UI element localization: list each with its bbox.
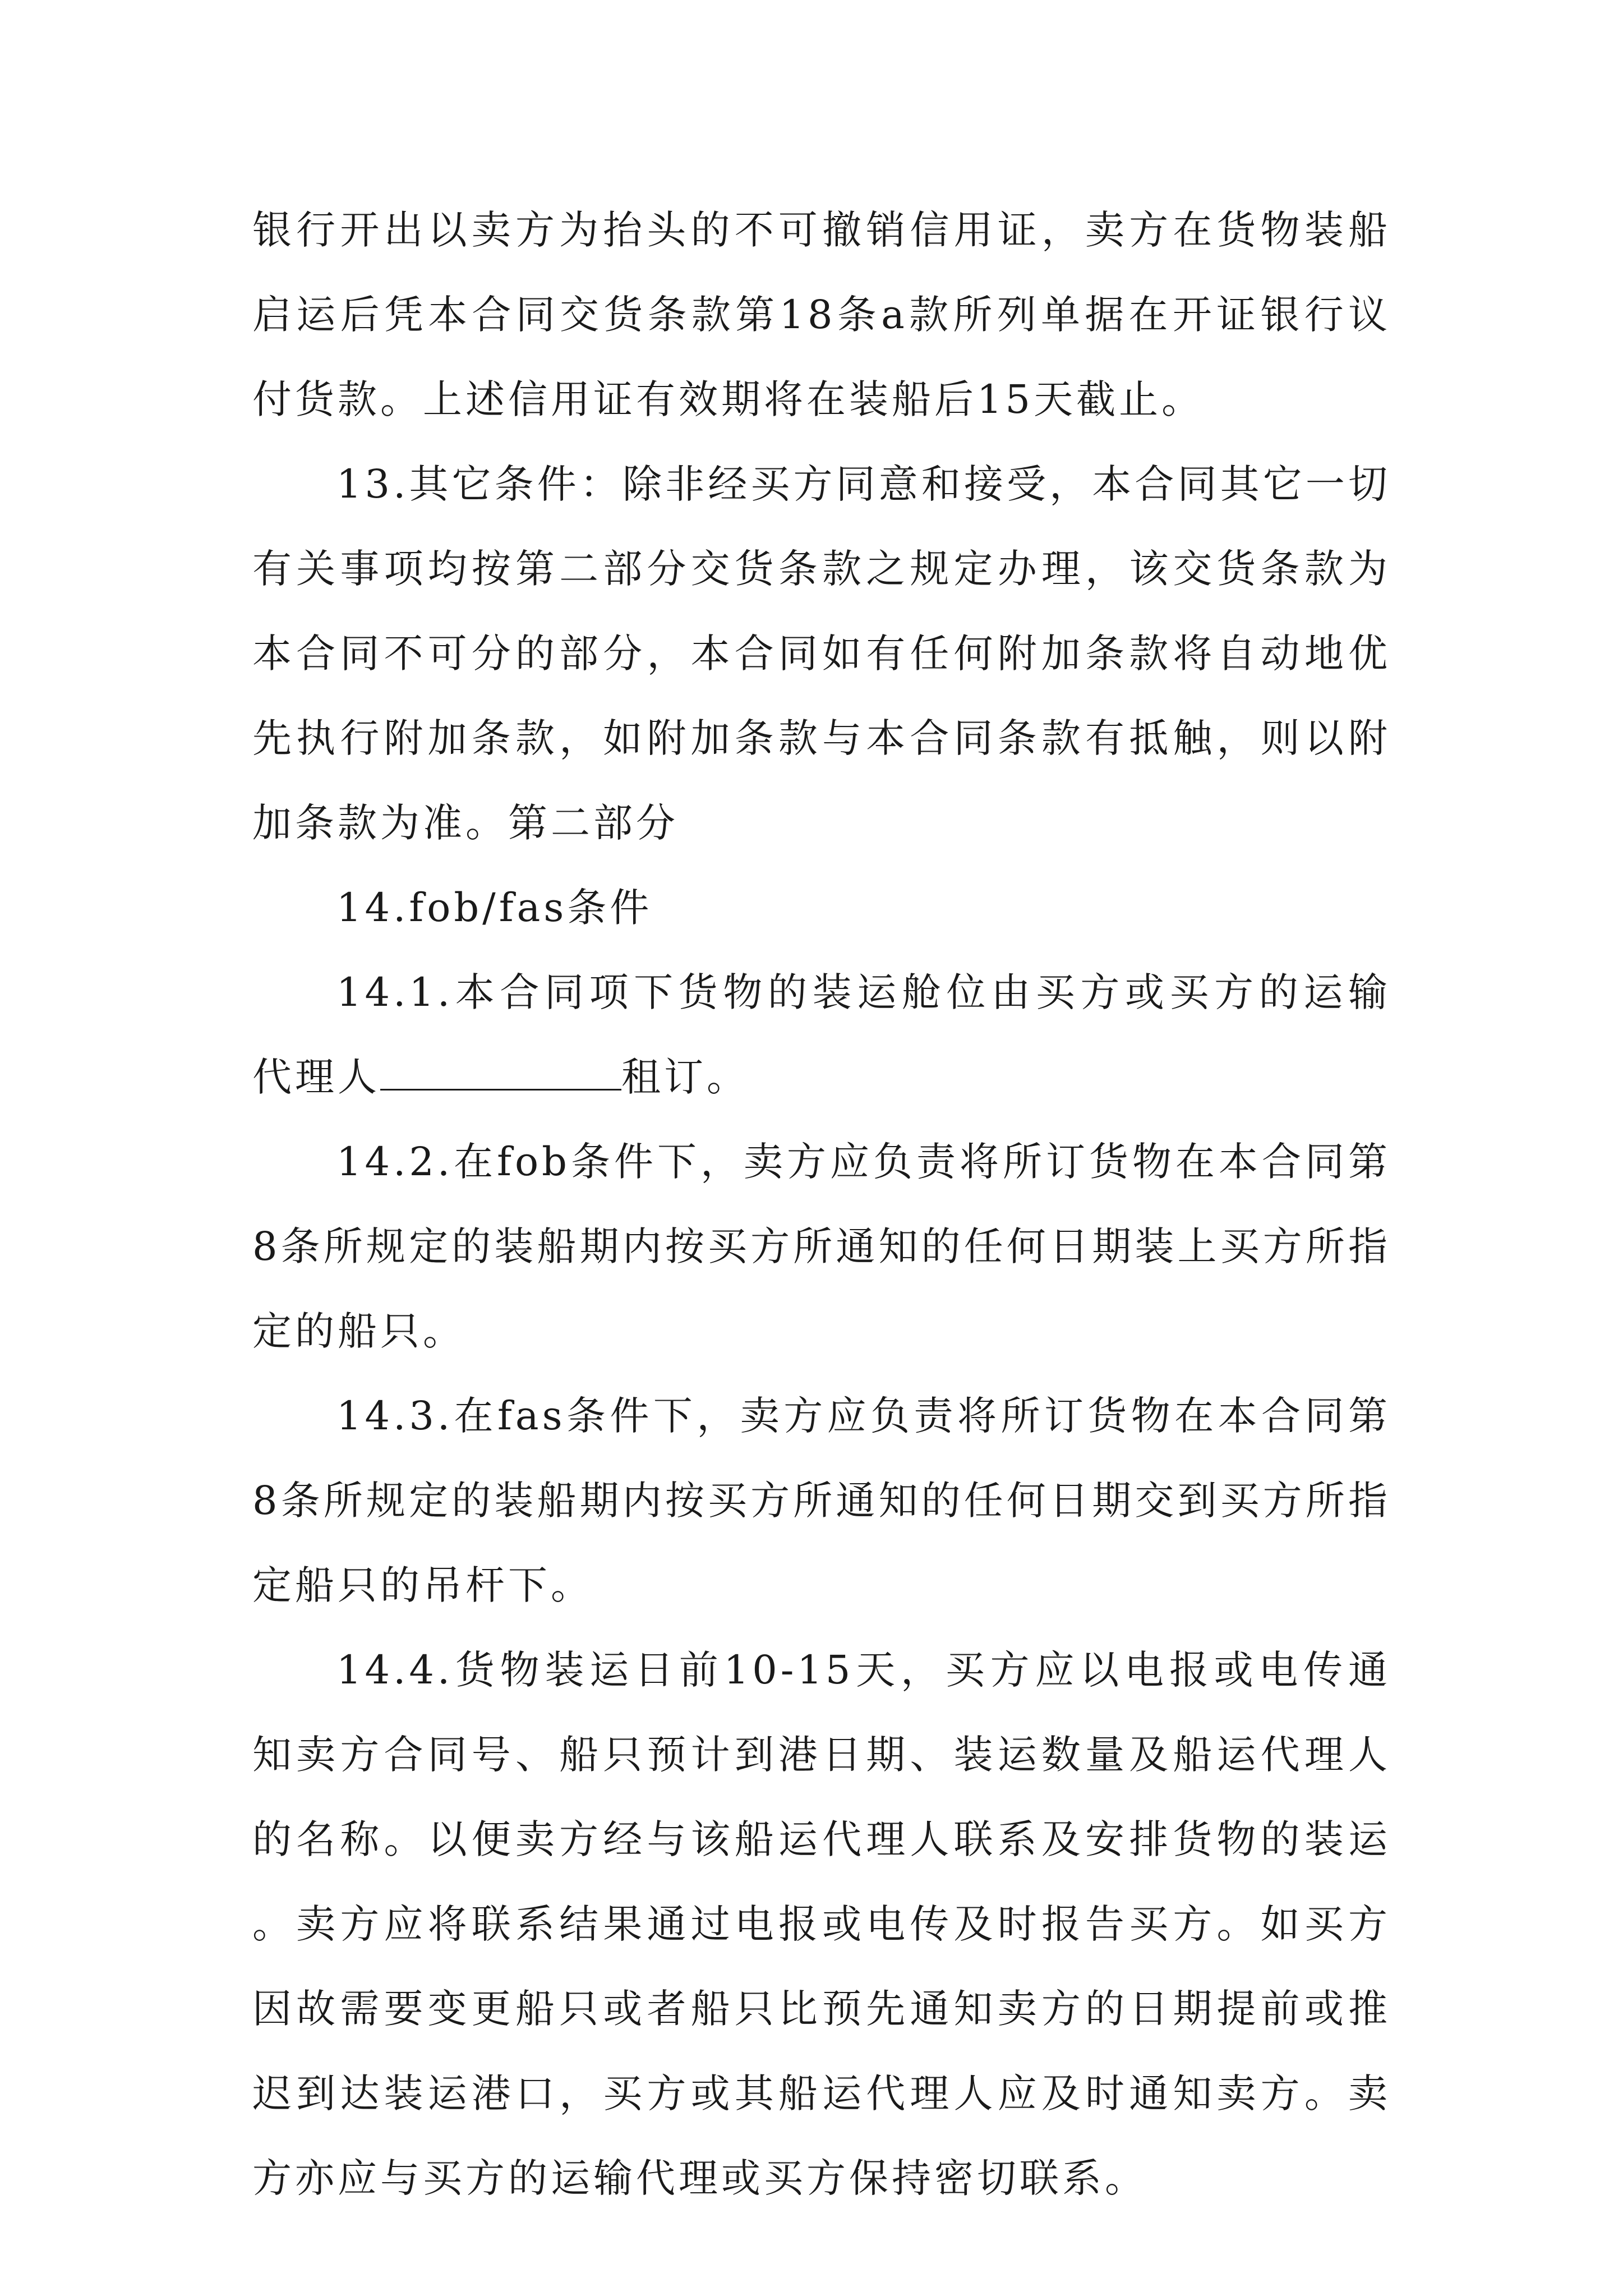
paragraph-clause-14-4: 14.4.货物装运日前10-15天，买方应以电报或电传通知卖方合同号、船只预计到港日期、装运数量及船运代理人的名称。以便卖方经与该船运代理人联系及安排货物的装运。卖方应将联系结果通过电报或电传及时报告买方。如买方因故需要变更船只或者船只比预先通知卖方的日期提前或推迟到达装运港口，买方或其船运代理人应及时通知卖方。卖方亦应与买方的运输代理或买方保持密切联系。 bbox=[252, 1647, 1391, 2201]
clause-14-1-text-after: 租订。 bbox=[621, 1054, 749, 1100]
paragraph-letter-of-credit: 银行开出以卖方为抬头的不可撤销信用证，卖方在货物装船启运后凭本合同交货条款第18条a款所列单据在开证银行议付货款。上述信用证有效期将在装船后15天截止。 bbox=[252, 207, 1391, 422]
paragraph-clause-14-3: 14.3.在fas条件下，卖方应负责将所订货物在本合同第8条所规定的装船期内按买方所通知的任何日期交到买方所指定船只的吊杆下。 bbox=[252, 1393, 1391, 1608]
paragraph-clause-14-heading: 14.fob/fas条件 bbox=[336, 885, 653, 931]
clause-14-1-text-before: 14.1.本合同项下货物的装运舱位由买方或买方的运输代理人 bbox=[252, 969, 1391, 1100]
document-body bbox=[252, 188, 1391, 2221]
fill-in-blank-line bbox=[380, 1055, 621, 1091]
paragraph-clause-14-1 bbox=[252, 950, 1391, 1120]
paragraph-clause-14-2: 14.2.在fob条件下，卖方应负责将所订货物在本合同第8条所规定的装船期内按买方所通知的任何日期装上买方所指定的船只。 bbox=[252, 1139, 1391, 1354]
paragraph-clause-13: 13.其它条件：除非经买方同意和接受，本合同其它一切有关事项均按第二部分交货条款之规定办理，该交货条款为本合同不可分的部分，本合同如有任何附加条款将自动地优先执行附加条款，如附加条款与本合同条款有抵触，则以附加条款为准。第二部分 bbox=[252, 461, 1391, 846]
